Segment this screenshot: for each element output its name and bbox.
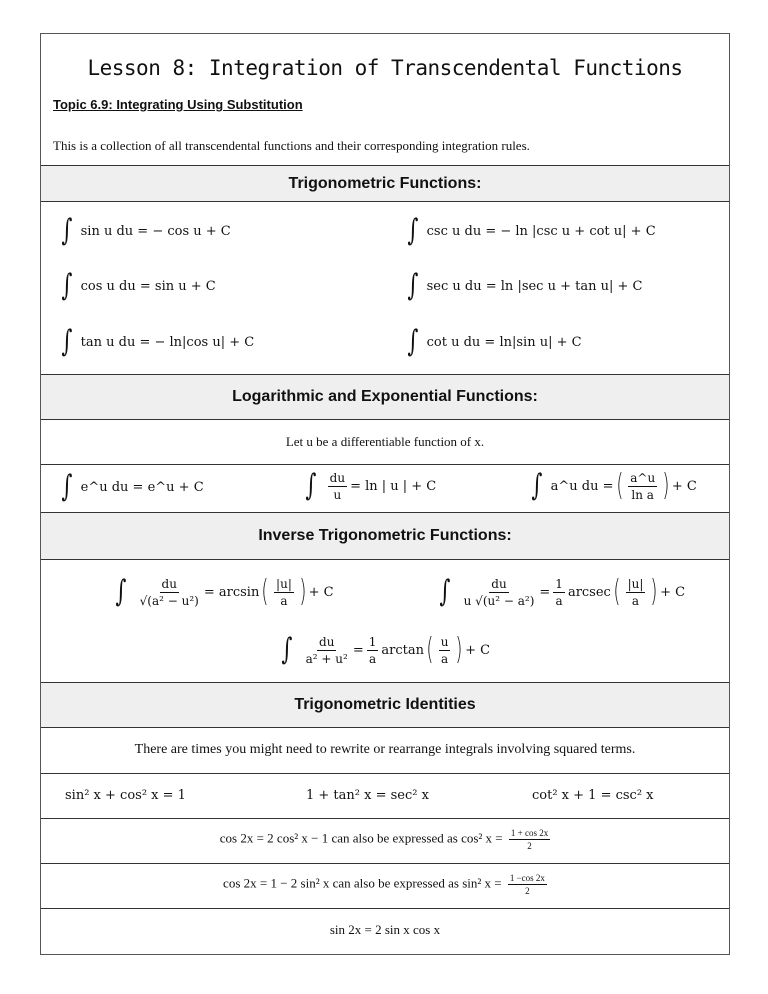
rule-au: ∫ a^u du = ( $\frac{a\^{}u}{\text{ln a}}$ ) + C — [531, 468, 697, 503]
integral-icon: ∫ — [305, 468, 317, 503]
identity-pythagorean-1: sin² x + cos² x = 1 — [65, 788, 186, 803]
integral-icon: ∫ — [61, 268, 73, 303]
logexp-note: Let u be a differentiable function of x. — [285, 434, 485, 449]
divider — [41, 464, 729, 465]
rule-exp: ∫ e^u du = e^u + C — [61, 469, 204, 504]
rule-cot: ∫ cot u du = ln|sin u| + C — [407, 324, 582, 359]
rule-ln: ∫ $\frac{du}{u}$ = ln | u | + C — [305, 468, 437, 503]
identity-pythagorean-2: 1 + tan² x = sec² x — [306, 788, 429, 803]
integral-icon: ∫ — [281, 632, 293, 667]
divider — [41, 773, 729, 774]
identity-cos-double-2: cos 2x = 1 − 2 sin² x can also be expressed as sin² x = $\frac{1 -\cos 2x}{2}$ — [223, 873, 545, 896]
integral-icon: ∫ — [407, 324, 419, 359]
page-title: Lesson 8: Integration of Transcendental Functions — [87, 56, 683, 80]
section-header-logexp: Logarithmic and Exponential Functions: — [41, 374, 729, 420]
section-header-invtrig: Inverse Trigonometric Functions: — [41, 512, 729, 560]
integral-icon: ∫ — [439, 574, 451, 609]
worksheet-page — [40, 33, 730, 955]
integral-icon: ∫ — [61, 469, 73, 504]
identities-note: There are times you might need to rewrite or rearrange integrals involving squared terms. — [134, 742, 636, 757]
divider — [41, 818, 729, 819]
rule-cos: ∫ cos u du = sin u + C — [61, 268, 216, 303]
divider — [41, 908, 729, 909]
rule-arctan: ∫ $\frac{du}{\text{a² + u²}}$ = $\frac{1}{a}$ arctan ( $\frac{u}{a}$ ) + C — [281, 632, 491, 667]
integral-icon: ∫ — [61, 213, 73, 248]
divider — [41, 863, 729, 864]
integral-icon: ∫ — [61, 324, 73, 359]
rule-sin: ∫ sin u du = − cos u + C — [61, 213, 231, 248]
intro-text: This is a collection of all transcendental functions and their corresponding integration rules. — [53, 138, 530, 153]
integral-icon: ∫ — [407, 268, 419, 303]
rule-tan: ∫ tan u du = − ln|cos u| + C — [61, 324, 255, 359]
section-header-trig: Trigonometric Functions: — [41, 165, 729, 202]
identity-sin-double: sin 2x = 2 sin x cos x — [329, 922, 441, 937]
topic-heading: Topic 6.9: Integrating Using Substitution — [53, 97, 303, 112]
rule-arcsin: ∫ $\frac{du}{\text{√(a² − u²)}}$ = arcsin ( $\frac{|u|}{a}$ ) + C — [115, 574, 334, 609]
rule-arcsec: ∫ $\frac{du}{\text{u √(u² − a²)}}$ = $\frac{1}{a}$ arcsec ( $\frac{|u|}{a}$ ) + C — [439, 574, 686, 609]
rule-csc: ∫ csc u du = − ln |csc u + cot u| + C — [407, 213, 656, 248]
integral-icon: ∫ — [407, 213, 419, 248]
integral-icon: ∫ — [115, 574, 127, 609]
rule-sec: ∫ sec u du = ln |sec u + tan u| + C — [407, 268, 643, 303]
integral-icon: ∫ — [531, 468, 543, 503]
identity-pythagorean-3: cot² x + 1 = csc² x — [532, 788, 654, 803]
section-header-identities: Trigonometric Identities — [41, 682, 729, 728]
identity-cos-double-1: cos 2x = 2 cos² x − 1 can also be expressed as cos² x = $\frac{1 + \cos 2x}{2}$ — [219, 828, 549, 851]
